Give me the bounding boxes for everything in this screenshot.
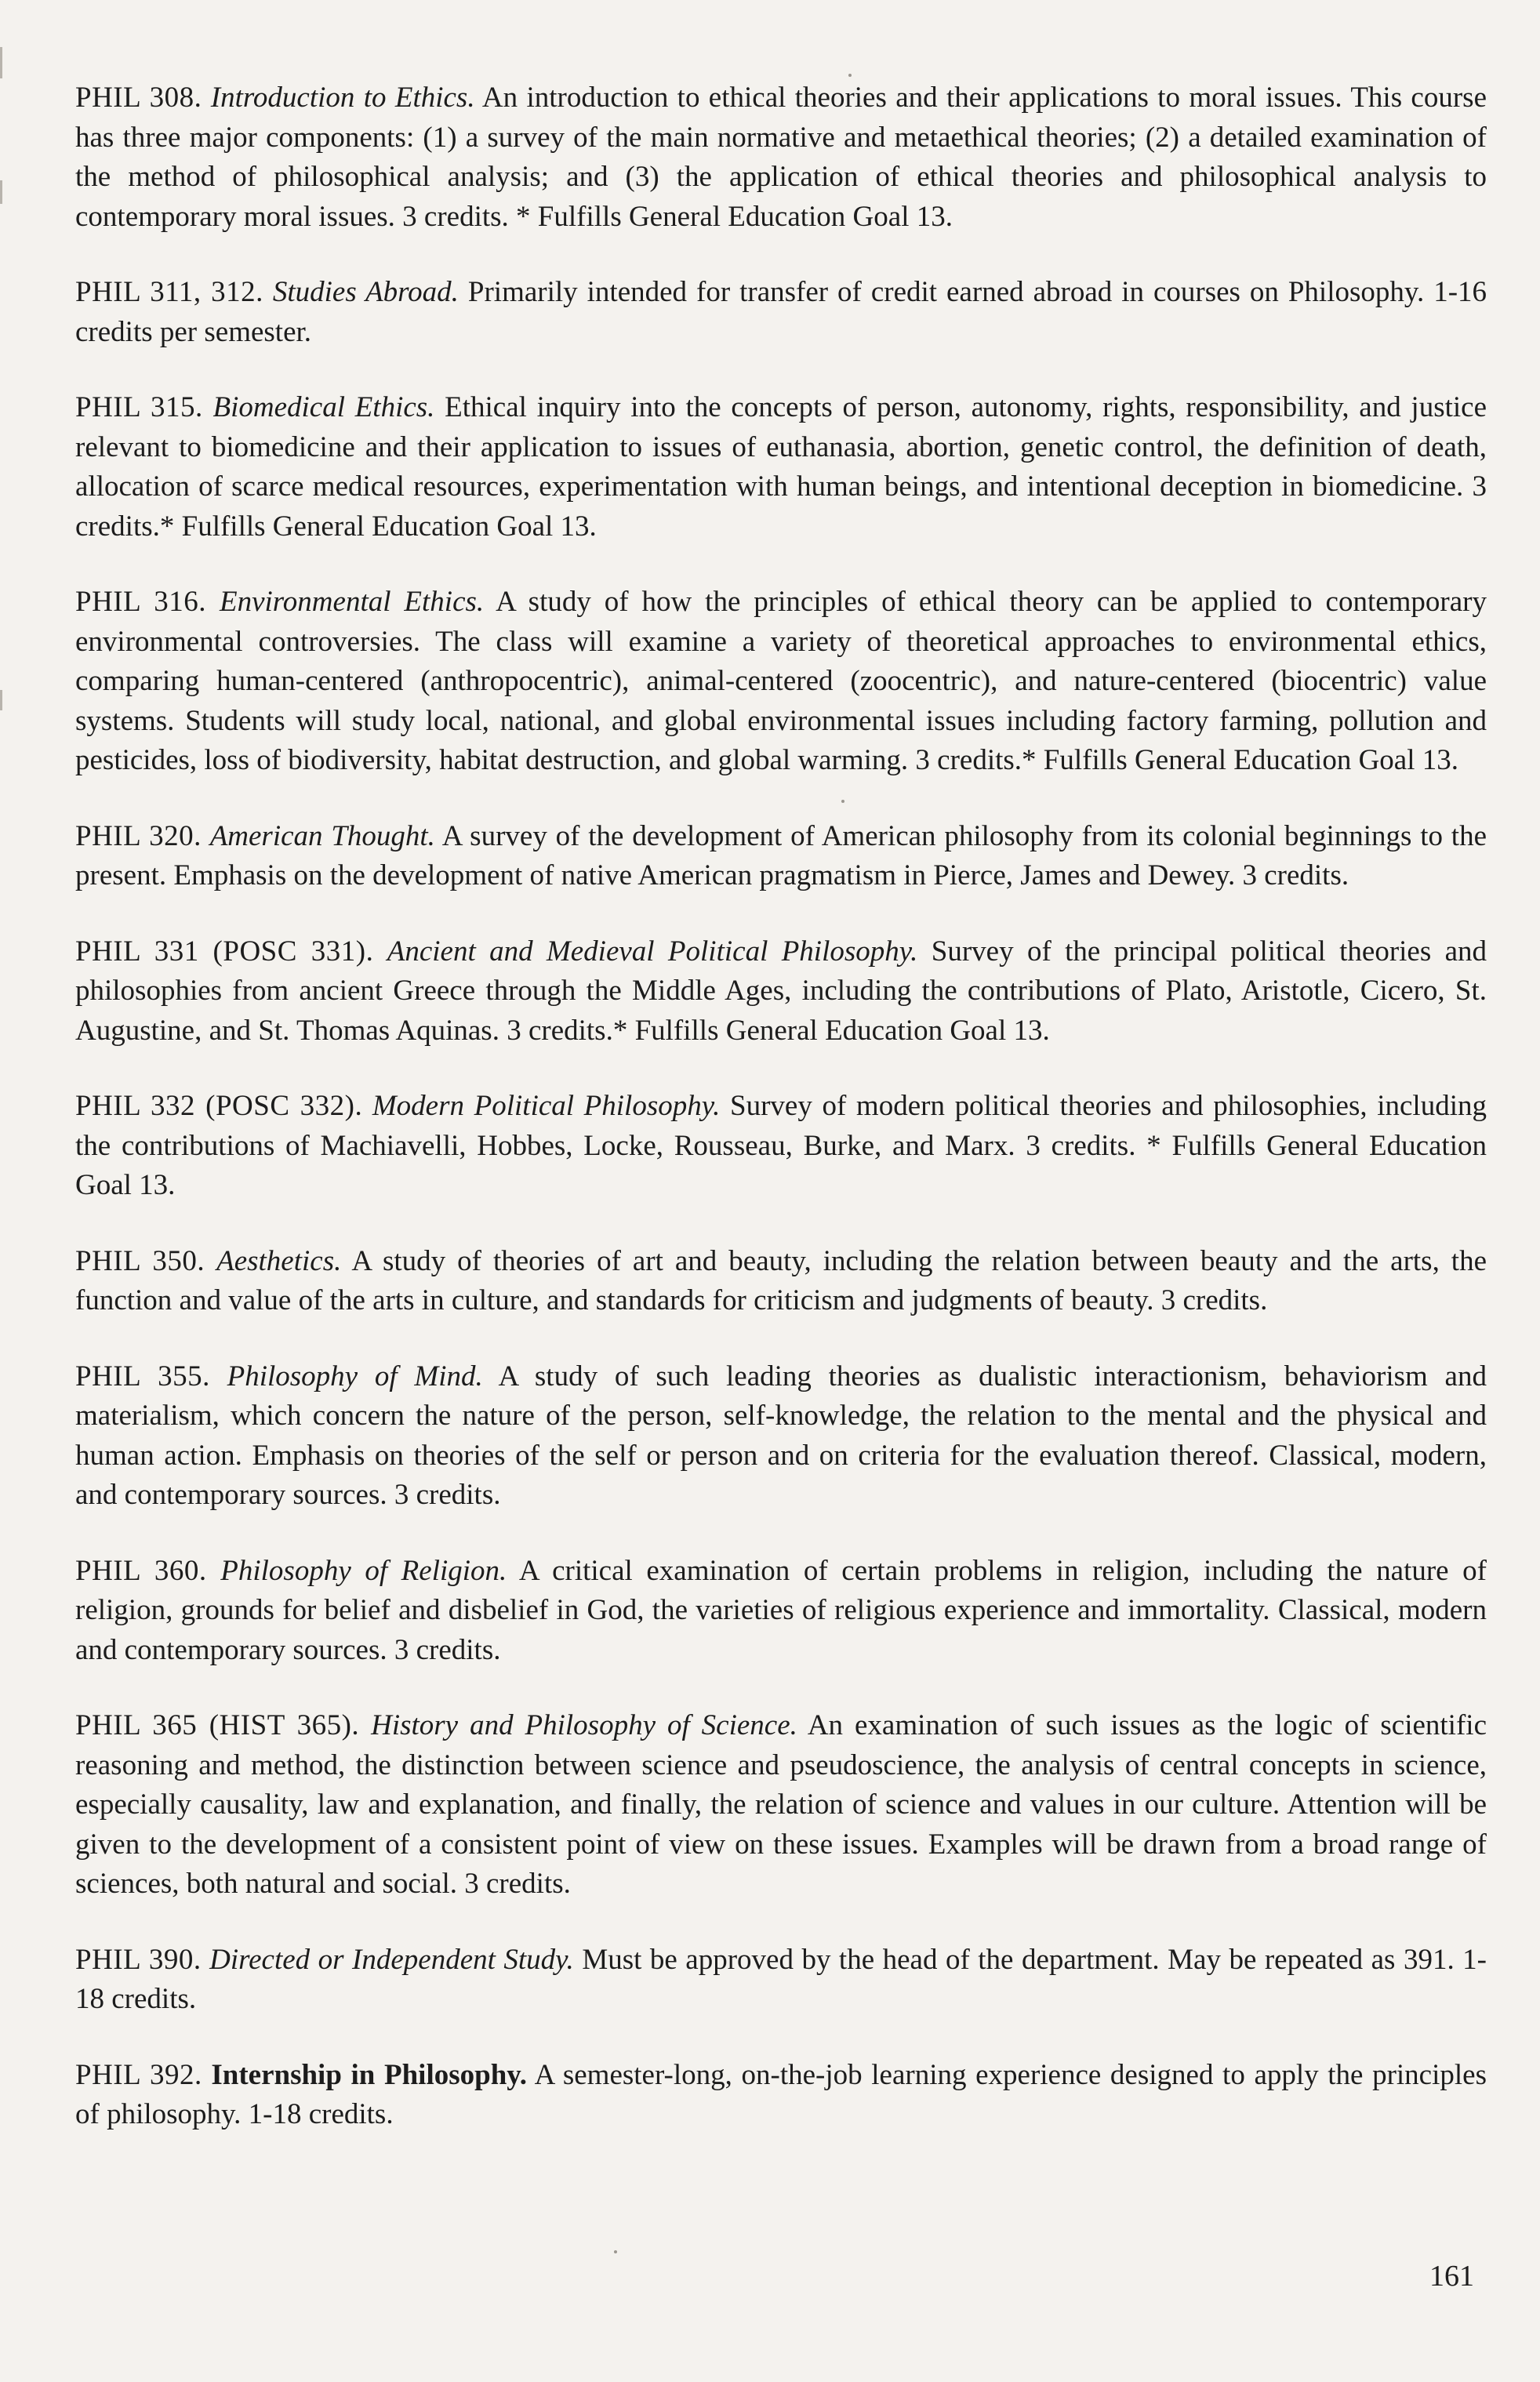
course-description: An introduction to ethical theories and their applications to moral issues. This course has three major components: (1) a survey of the main normative and metaethical theories; (2) a detailed examination of the method of philosophical analysis; and (3) the application of ethical theories and philosophical analysis to contemporary moral issues. 3 credits. * Fulfills General Education Goal 13.: [75, 82, 1487, 233]
course-entry-phil-392: [75, 2056, 1487, 2135]
course-description: Must be approved by the head of the department. May be repeated as 391. 1-18 credits.: [75, 1943, 1487, 2015]
course-title: Environmental Ethics.: [219, 586, 485, 618]
course-description: Survey of modern political theories and philosophies, including the contributions of Machiavelli, Hobbes, Locke, Rousseau, Burke, and Marx. 3 credits. * Fulfills General Education Goal 13.: [75, 1090, 1487, 1201]
course-code: PHIL 316.: [75, 586, 207, 618]
course-entry-phil-332: [75, 1087, 1487, 1206]
course-entry-phil-365: [75, 1706, 1487, 1905]
course-code: PHIL 332 (POSC 332).: [75, 1090, 363, 1122]
scan-edge-mark: [0, 690, 2, 710]
scan-edge-mark: [0, 180, 2, 204]
course-description: Ethical inquiry into the concepts of person, autonomy, rights, responsibility, and justice relevant to biomedicine and their application to issues of euthanasia, abortion, genetic control, the definition of death, allocation of scarce medical resources, experimentation with human beings, and intentional deception in biomedicine. 3 credits.* Fulfills General Education Goal 13.: [75, 391, 1487, 543]
course-entry-phil-350: [75, 1242, 1487, 1321]
course-title: History and Philosophy of Science.: [371, 1709, 797, 1741]
course-code: PHIL 365 (HIST 365).: [75, 1709, 360, 1741]
course-code: PHIL 360.: [75, 1554, 207, 1587]
course-title: Directed or Independent Study.: [209, 1943, 574, 1976]
course-title: Aesthetics.: [216, 1244, 342, 1277]
course-code: PHIL 308.: [75, 82, 202, 114]
course-title: Philosophy of Religion.: [220, 1554, 507, 1587]
course-code: PHIL 390.: [75, 1943, 202, 1976]
course-title: Introduction to Ethics.: [210, 82, 475, 114]
course-description: A survey of the development of American philosophy from its colonial beginnings to the present. Emphasis on the development of native American pragmatism in Pierce, James and Dewey. 3 credits.: [75, 819, 1487, 891]
course-code: PHIL 355.: [75, 1360, 210, 1393]
course-description: An examination of such issues as the logic of scientific reasoning and method, the distinction between science and pseudoscience, the analysis of central concepts in science, especially causality, law and explanation, and finally, the relation of science and values in our culture. Attention will be given to the development of a consistent point of view on these issues. Examples will be drawn from a broad range of sciences, both natural and social. 3 credits.: [75, 1709, 1487, 1900]
course-entry-phil-390: [75, 1941, 1487, 2020]
course-code: PHIL 331 (POSC 331).: [75, 935, 374, 968]
course-entry-phil-331: [75, 932, 1487, 1051]
course-description: A study of theories of art and beauty, including the relation between beauty and the arts, the function and value of the arts in culture, and standards for criticism and judgments of beauty. 3 credits.: [75, 1244, 1487, 1316]
course-list: [75, 78, 1487, 2171]
course-description: A semester-long, on-the-job learning experience designed to apply the principles of philosophy. 1-18 credits.: [75, 2058, 1487, 2130]
course-code: PHIL 315.: [75, 391, 203, 423]
course-entry-phil-308: [75, 78, 1487, 237]
course-title: American Thought.: [209, 819, 435, 852]
course-entry-phil-315: [75, 388, 1487, 546]
course-description: A critical examination of certain problems in religion, including the nature of religion, grounds for belief and disbelief in God, the varieties of religious experience and immortality. Classical, modern and contemporary sources. 3 credits.: [75, 1554, 1487, 1666]
course-title: Biomedical Ethics.: [212, 391, 435, 423]
course-code: PHIL 311, 312.: [75, 276, 263, 308]
course-title: Ancient and Medieval Political Philosophy.: [387, 935, 918, 968]
course-title: Internship in Philosophy.: [211, 2058, 527, 2091]
course-entry-phil-316: [75, 583, 1487, 781]
course-code: PHIL 392.: [75, 2058, 202, 2091]
course-description: Survey of the principal political theories and philosophies from ancient Greece through the Middle Ages, including the contributions of Plato, Aristotle, Cicero, St. Augustine, and St. Thomas Aquinas. 3 credits.* Fulfills General Education Goal 13.: [75, 935, 1487, 1047]
course-code: PHIL 350.: [75, 1244, 205, 1277]
page-number: 161: [1429, 2260, 1474, 2293]
course-entry-phil-320: [75, 817, 1487, 896]
course-title: Studies Abroad.: [272, 276, 459, 308]
course-description: A study of how the principles of ethical theory can be applied to contemporary environmental controversies. The class will examine a variety of theoretical approaches to environmental ethics, comparing human-centered (anthropocentric), animal-centered (zoocentric), and nature-centered (biocentric) value systems. Students will study local, national, and global environmental issues including factory farming, pollution and pesticides, loss of biodiversity, habitat destruction, and global warming. 3 credits.* Fulfills General Education Goal 13.: [75, 586, 1487, 776]
course-description: Primarily intended for transfer of credit earned abroad in courses on Philosophy. 1-16 credits per semester.: [75, 276, 1487, 348]
course-title: Modern Political Philosophy.: [372, 1090, 721, 1122]
course-entry-phil-360: [75, 1552, 1487, 1671]
scan-edge-mark: [0, 47, 2, 78]
scan-speck: [848, 74, 852, 77]
scan-speck: [614, 2250, 617, 2253]
course-code: PHIL 320.: [75, 819, 202, 852]
course-entry-phil-355: [75, 1357, 1487, 1516]
course-title: Philosophy of Mind.: [227, 1360, 483, 1393]
course-description: A study of such leading theories as dualistic interactionism, behaviorism and materialism, which concern the nature of the person, self-knowledge, the relation to the mental and the physical and human action. Emphasis on theories of the self or person and on criteria for the evaluation thereof. Classical, modern, and contemporary sources. 3 credits.: [75, 1360, 1487, 1511]
course-entry-phil-311-312: [75, 273, 1487, 352]
